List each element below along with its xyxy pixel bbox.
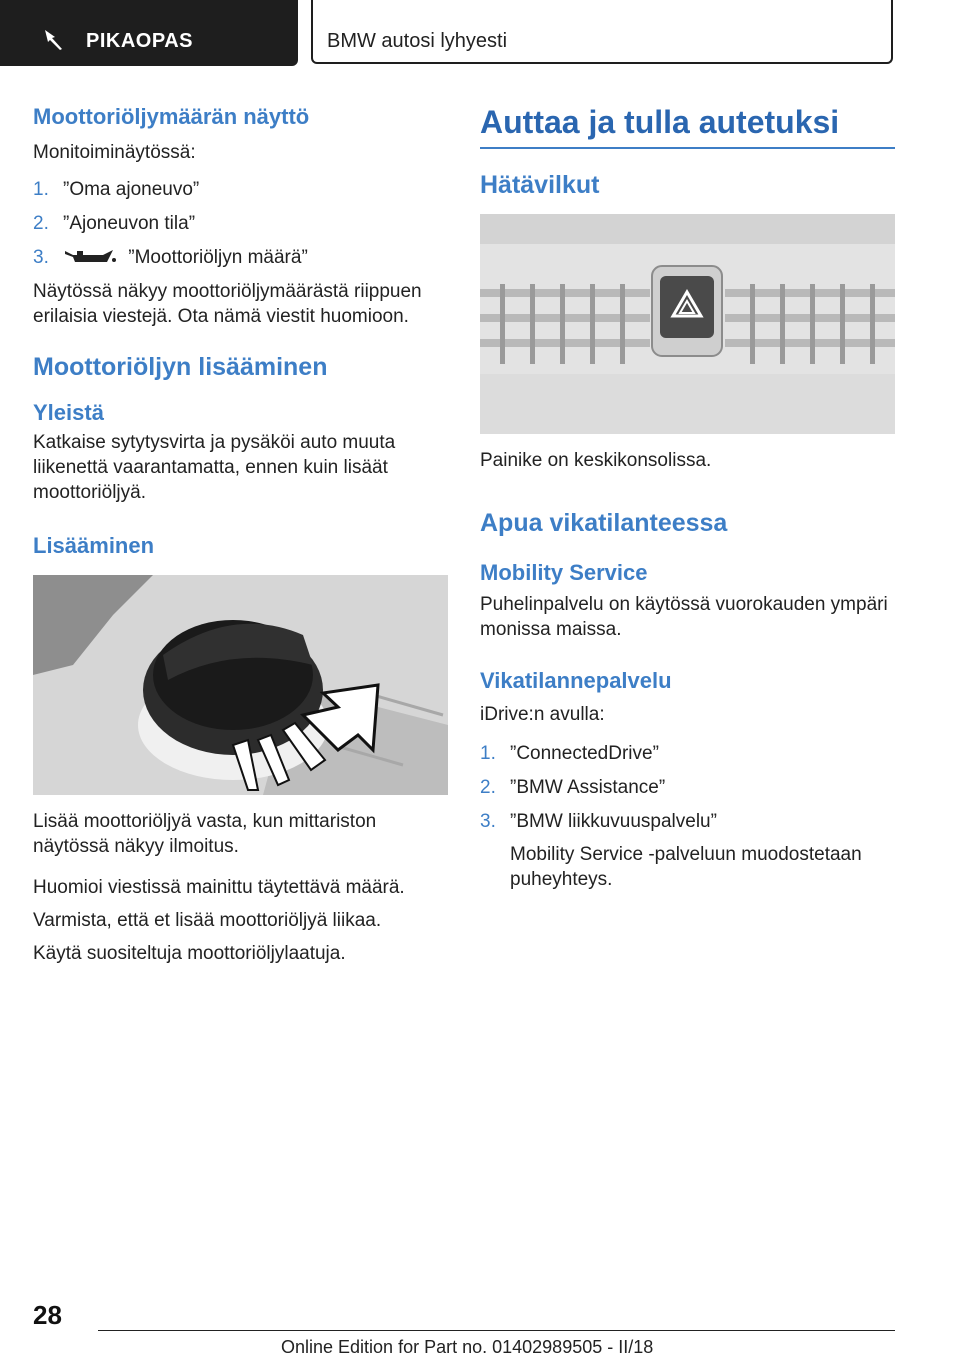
page-header <box>0 0 960 66</box>
oil-can-icon <box>63 246 117 266</box>
breakdown-intro: iDrive:n avulla: <box>480 704 605 725</box>
general-title: Yleistä <box>33 400 104 425</box>
list-item: 3. ”BMW liikkuvuuspalvelu” Mobility Service -palveluun muodostetaan puheyhteys. <box>480 809 895 892</box>
list-item: 1. ”ConnectedDrive” <box>480 743 659 764</box>
oil-display-title: Moottoriöljymäärän näyttö <box>33 104 310 129</box>
breakdown-service-title: Vikatilannepalvelu <box>480 668 672 693</box>
left-column <box>33 100 448 966</box>
quick-guide-icon <box>42 28 66 52</box>
hazard-button-image <box>480 214 895 434</box>
title-rule <box>480 147 895 149</box>
mobility-text: Puhelinpalvelu on käytössä vuorokauden ympäri monissa maissa. <box>480 594 888 640</box>
tab-quick-guide[interactable] <box>0 0 298 66</box>
tab-quick-guide-label: PIKAOPAS <box>86 30 193 52</box>
note-1: Huomioi viestissä mainittu täytettävä määrä. <box>33 877 405 898</box>
step3-note: Mobility Service -palveluun muodostetaan puheyhteys. <box>510 844 862 890</box>
oil-add-title: Moottoriöljyn lisääminen <box>33 353 328 381</box>
list-item: 2. ”BMW Assistance” <box>480 777 666 798</box>
breakdown-steps <box>480 741 895 892</box>
after-image-text: Lisää moottoriöljyä vasta, kun mittariston näytössä näkyy ilmoitus. <box>33 811 377 857</box>
oil-cap-image <box>33 575 448 795</box>
list-item: 3. ”Moottoriöljyn määrä” <box>33 247 308 268</box>
list-item: 2. ”Ajoneuvon tila” <box>33 213 196 234</box>
hazard-caption: Painike on keskikonsolissa. <box>480 450 712 471</box>
list-item: 1. ”Oma ajoneuvo” <box>33 179 200 200</box>
adding-title: Lisääminen <box>33 533 155 558</box>
breakdown-title: Apua vikatilanteessa <box>480 509 728 537</box>
oil-display-intro: Monitoiminäytössä: <box>33 142 196 163</box>
right-column <box>480 100 895 901</box>
tab-section-label: BMW autosi lyhyesti <box>327 30 508 52</box>
main-title: Auttaa ja tulla autetuksi <box>480 104 840 140</box>
oil-display-steps <box>33 177 448 270</box>
general-text: Katkaise sytytysvirta ja pysäköi auto muuta liikenettä vaarantamatta, ennen kuin lisäät moottoriöljyä. <box>33 432 396 503</box>
note-2: Varmista, että et lisää moottoriöljyä liikaa. <box>33 910 382 931</box>
tab-section[interactable] <box>311 0 893 64</box>
hazard-title: Hätävilkut <box>480 171 600 199</box>
page-number: 28 <box>33 1300 62 1330</box>
note-3: Käytä suositeltuja moottoriöljylaatuja. <box>33 943 346 964</box>
oil-display-paragraph: Näytössä näkyy moottoriöljymäärästä riippuen erilaisia viestejä. Ota nämä viestit huomioon. <box>33 281 422 327</box>
footer-edition: Online Edition for Part no. 01402989505 - II/18 <box>281 1337 654 1357</box>
mobility-title: Mobility Service <box>480 560 648 585</box>
footer-divider <box>98 1330 895 1331</box>
